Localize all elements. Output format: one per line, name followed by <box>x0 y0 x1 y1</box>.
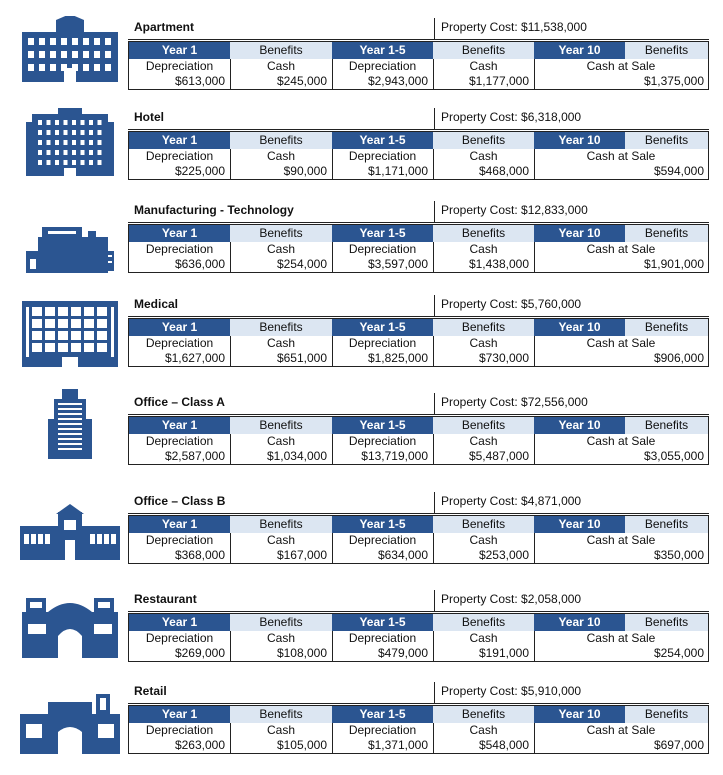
year10-cash-at-sale-value: $594,000 <box>653 164 704 178</box>
apartment-building-icon <box>18 16 122 86</box>
column-divider <box>332 59 333 89</box>
year1-depreciation-value: $636,000 <box>174 257 225 271</box>
cash-label: Cash <box>469 149 498 163</box>
year1-5-header: Year 1-5 <box>332 614 433 631</box>
depreciation-label: Depreciation <box>145 242 214 256</box>
year1-header: Year 1 <box>129 225 230 242</box>
restaurant-building-icon <box>18 590 122 660</box>
year1-5-cash-value: $730,000 <box>478 351 529 365</box>
cash-label: Cash <box>469 242 498 256</box>
year1-5-header: Year 1-5 <box>332 132 433 149</box>
year1-5-header: Year 1-5 <box>332 42 433 59</box>
column-divider <box>230 533 231 563</box>
benefits-grid <box>128 131 709 180</box>
property-name: Medical <box>128 295 434 317</box>
benefits-header: Benefits <box>433 614 534 631</box>
cash-label: Cash <box>266 242 295 256</box>
year1-header: Year 1 <box>129 706 230 723</box>
cash-label: Cash <box>469 434 498 448</box>
year1-5-depreciation-value: $2,943,000 <box>367 74 428 88</box>
property-name: Hotel <box>128 108 434 130</box>
depreciation-label: Depreciation <box>348 59 417 73</box>
benefits-header: Benefits <box>230 516 332 533</box>
column-divider <box>230 242 231 272</box>
benefits-header: Benefits <box>625 516 708 533</box>
year1-5-cash-value: $548,000 <box>478 738 529 752</box>
year1-cash-value: $108,000 <box>276 646 327 660</box>
benefits-header: Benefits <box>230 42 332 59</box>
office-building-icon <box>18 500 122 570</box>
property-block <box>0 393 723 467</box>
cash-at-sale-label: Cash at Sale <box>586 59 656 73</box>
year10-header: Year 10 <box>534 706 625 723</box>
year1-depreciation-value: $368,000 <box>174 548 225 562</box>
benefits-header: Benefits <box>230 225 332 242</box>
year1-header: Year 1 <box>129 319 230 336</box>
year1-5-header: Year 1-5 <box>332 225 433 242</box>
year1-cash-value: $167,000 <box>276 548 327 562</box>
year1-5-cash-value: $191,000 <box>478 646 529 660</box>
year10-cash-at-sale-value: $254,000 <box>653 646 704 660</box>
column-divider <box>433 149 434 179</box>
property-block <box>0 682 723 756</box>
column-divider <box>433 434 434 464</box>
column-divider <box>433 631 434 661</box>
cash-label: Cash <box>266 336 295 350</box>
year1-5-depreciation-value: $1,371,000 <box>367 738 428 752</box>
cash-label: Cash <box>266 59 295 73</box>
benefits-header: Benefits <box>625 225 708 242</box>
cash-at-sale-label: Cash at Sale <box>586 723 656 737</box>
column-divider <box>433 242 434 272</box>
benefits-header: Benefits <box>433 42 534 59</box>
cash-label: Cash <box>266 631 295 645</box>
property-cost: Property Cost: $5,910,000 <box>434 682 709 704</box>
column-divider <box>332 723 333 753</box>
depreciation-label: Depreciation <box>348 723 417 737</box>
depreciation-label: Depreciation <box>348 149 417 163</box>
property-name: Office – Class B <box>128 492 434 514</box>
benefits-header: Benefits <box>230 132 332 149</box>
cash-at-sale-label: Cash at Sale <box>586 242 656 256</box>
column-divider <box>332 631 333 661</box>
cash-label: Cash <box>266 723 295 737</box>
year1-5-depreciation-value: $13,719,000 <box>361 449 428 463</box>
depreciation-label: Depreciation <box>145 631 214 645</box>
year1-header: Year 1 <box>129 614 230 631</box>
year1-cash-value: $1,034,000 <box>266 449 327 463</box>
column-divider <box>433 723 434 753</box>
office-tower-icon <box>18 389 122 459</box>
property-cost: Property Cost: $6,318,000 <box>434 108 709 130</box>
depreciation-label: Depreciation <box>348 242 417 256</box>
year1-5-depreciation-value: $634,000 <box>377 548 428 562</box>
property-cost: Property Cost: $11,538,000 <box>434 18 709 40</box>
column-divider <box>230 59 231 89</box>
property-cost: Property Cost: $2,058,000 <box>434 590 709 612</box>
property-block <box>0 108 723 182</box>
property-name: Manufacturing - Technology <box>128 201 434 223</box>
benefits-header: Benefits <box>625 614 708 631</box>
property-cost: Property Cost: $5,760,000 <box>434 295 709 317</box>
cash-label: Cash <box>469 533 498 547</box>
property-cost: Property Cost: $4,871,000 <box>434 492 709 514</box>
property-block <box>0 295 723 369</box>
property-block <box>0 201 723 275</box>
year1-cash-value: $254,000 <box>276 257 327 271</box>
cash-at-sale-label: Cash at Sale <box>586 631 656 645</box>
depreciation-label: Depreciation <box>145 434 214 448</box>
column-divider <box>332 533 333 563</box>
year1-5-cash-value: $468,000 <box>478 164 529 178</box>
year10-header: Year 10 <box>534 516 625 533</box>
column-divider <box>534 336 535 366</box>
column-divider <box>534 434 535 464</box>
property-block <box>0 590 723 664</box>
depreciation-label: Depreciation <box>145 533 214 547</box>
year10-cash-at-sale-value: $1,901,000 <box>643 257 704 271</box>
year1-5-cash-value: $1,177,000 <box>468 74 529 88</box>
year1-header: Year 1 <box>129 516 230 533</box>
column-divider <box>230 434 231 464</box>
depreciation-label: Depreciation <box>145 149 214 163</box>
cash-label: Cash <box>266 533 295 547</box>
benefits-header: Benefits <box>230 706 332 723</box>
benefits-grid <box>128 416 709 465</box>
year1-5-header: Year 1-5 <box>332 319 433 336</box>
property-cost: Property Cost: $12,833,000 <box>434 201 709 223</box>
benefits-header: Benefits <box>433 706 534 723</box>
cash-at-sale-label: Cash at Sale <box>586 533 656 547</box>
depreciation-label: Depreciation <box>348 434 417 448</box>
benefits-header: Benefits <box>433 132 534 149</box>
cash-label: Cash <box>469 336 498 350</box>
cash-label: Cash <box>469 59 498 73</box>
year10-header: Year 10 <box>534 417 625 434</box>
year10-cash-at-sale-value: $697,000 <box>653 738 704 752</box>
column-divider <box>230 723 231 753</box>
column-divider <box>534 59 535 89</box>
retail-storefront-icon <box>18 686 122 756</box>
year1-header: Year 1 <box>129 417 230 434</box>
property-name: Restaurant <box>128 590 434 612</box>
column-divider <box>230 149 231 179</box>
column-divider <box>534 631 535 661</box>
benefits-header: Benefits <box>433 516 534 533</box>
year1-depreciation-value: $2,587,000 <box>164 449 225 463</box>
benefits-header: Benefits <box>625 42 708 59</box>
year10-header: Year 10 <box>534 319 625 336</box>
year1-depreciation-value: $1,627,000 <box>164 351 225 365</box>
benefits-header: Benefits <box>433 225 534 242</box>
year1-5-depreciation-value: $479,000 <box>377 646 428 660</box>
benefits-header: Benefits <box>625 319 708 336</box>
cash-label: Cash <box>266 149 295 163</box>
cash-label: Cash <box>469 723 498 737</box>
depreciation-label: Depreciation <box>348 533 417 547</box>
column-divider <box>332 336 333 366</box>
year10-header: Year 10 <box>534 132 625 149</box>
cash-at-sale-label: Cash at Sale <box>586 434 656 448</box>
column-divider <box>433 336 434 366</box>
column-divider <box>534 723 535 753</box>
year10-cash-at-sale-value: $350,000 <box>653 548 704 562</box>
year1-5-cash-value: $5,487,000 <box>468 449 529 463</box>
year10-cash-at-sale-value: $3,055,000 <box>643 449 704 463</box>
column-divider <box>534 242 535 272</box>
year1-depreciation-value: $263,000 <box>174 738 225 752</box>
year1-depreciation-value: $225,000 <box>174 164 225 178</box>
benefits-header: Benefits <box>230 614 332 631</box>
column-divider <box>433 59 434 89</box>
benefits-grid <box>128 318 709 367</box>
year1-cash-value: $651,000 <box>276 351 327 365</box>
property-block <box>0 492 723 566</box>
year10-header: Year 10 <box>534 225 625 242</box>
column-divider <box>534 149 535 179</box>
year1-depreciation-value: $613,000 <box>174 74 225 88</box>
benefits-grid <box>128 224 709 273</box>
property-block <box>0 18 723 92</box>
year1-cash-value: $105,000 <box>276 738 327 752</box>
year1-5-cash-value: $1,438,000 <box>468 257 529 271</box>
benefits-grid <box>128 705 709 754</box>
year1-cash-value: $245,000 <box>276 74 327 88</box>
cash-at-sale-label: Cash at Sale <box>586 336 656 350</box>
year1-5-cash-value: $253,000 <box>478 548 529 562</box>
benefits-header: Benefits <box>433 319 534 336</box>
factory-icon <box>18 207 122 277</box>
year1-5-header: Year 1-5 <box>332 516 433 533</box>
property-cost: Property Cost: $72,556,000 <box>434 393 709 415</box>
year10-header: Year 10 <box>534 614 625 631</box>
year10-cash-at-sale-value: $1,375,000 <box>643 74 704 88</box>
benefits-header: Benefits <box>625 417 708 434</box>
property-name: Apartment <box>128 18 434 40</box>
column-divider <box>433 533 434 563</box>
benefits-header: Benefits <box>230 417 332 434</box>
column-divider <box>332 149 333 179</box>
property-name: Office – Class A <box>128 393 434 415</box>
benefits-header: Benefits <box>625 706 708 723</box>
year1-depreciation-value: $269,000 <box>174 646 225 660</box>
column-divider <box>230 631 231 661</box>
column-divider <box>230 336 231 366</box>
property-name: Retail <box>128 682 434 704</box>
benefits-grid <box>128 515 709 564</box>
cash-label: Cash <box>469 631 498 645</box>
year1-cash-value: $90,000 <box>283 164 327 178</box>
cash-label: Cash <box>266 434 295 448</box>
depreciation-label: Depreciation <box>145 723 214 737</box>
cash-at-sale-label: Cash at Sale <box>586 149 656 163</box>
medical-building-icon <box>18 299 122 369</box>
year1-5-header: Year 1-5 <box>332 417 433 434</box>
benefits-grid <box>128 613 709 662</box>
benefits-header: Benefits <box>433 417 534 434</box>
hotel-building-icon <box>18 108 122 178</box>
year10-cash-at-sale-value: $906,000 <box>653 351 704 365</box>
year1-header: Year 1 <box>129 132 230 149</box>
benefits-header: Benefits <box>230 319 332 336</box>
column-divider <box>534 533 535 563</box>
year1-5-depreciation-value: $1,825,000 <box>367 351 428 365</box>
year1-5-depreciation-value: $3,597,000 <box>367 257 428 271</box>
year1-5-header: Year 1-5 <box>332 706 433 723</box>
depreciation-label: Depreciation <box>145 59 214 73</box>
benefits-grid <box>128 41 709 90</box>
column-divider <box>332 242 333 272</box>
column-divider <box>332 434 333 464</box>
depreciation-label: Depreciation <box>145 336 214 350</box>
depreciation-label: Depreciation <box>348 336 417 350</box>
year10-header: Year 10 <box>534 42 625 59</box>
year1-5-depreciation-value: $1,171,000 <box>367 164 428 178</box>
year1-header: Year 1 <box>129 42 230 59</box>
benefits-header: Benefits <box>625 132 708 149</box>
depreciation-label: Depreciation <box>348 631 417 645</box>
